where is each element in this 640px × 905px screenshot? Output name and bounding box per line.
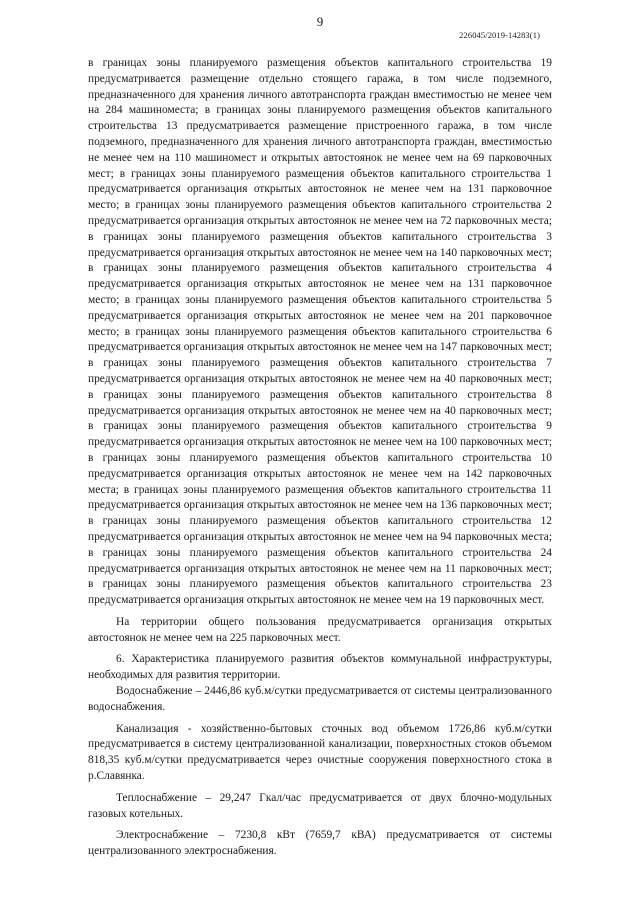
document-id: 226045/2019-14283(1): [459, 30, 540, 40]
document-body: [88, 56, 552, 860]
paragraph-sewerage: Канализация - хозяйственно-бытовых сточных вод объемом 1726,86 куб.м/сутки предусматривается в систему централизованной канализации, поверхностных стоков объемом 818,35 куб.м/сутки предусматривается через очистные сооружения поверхностного стока в р.Славянка.: [88, 722, 552, 783]
paragraph-public-parking: На территории общего пользования предусматривается организация открытых автостоянок не менее чем на 225 парковочных мест.: [88, 615, 552, 644]
paragraph-power-supply: Электроснабжение – 7230,8 кВт (7659,7 кВА) предусматривается от системы централизованного электроснабжения.: [88, 829, 552, 858]
paragraph-water-supply: Водоснабжение – 2446,86 куб.м/сутки предусматривается от системы централизованного водоснабжения.: [88, 685, 552, 713]
page-number: 9: [316, 14, 324, 29]
paragraph-heat-supply: Теплоснабжение – 29,247 Гкал/час предусматривается от двух блочно-модульных газовых котельных.: [88, 791, 552, 820]
section-heading-utilities: 6. Характеристика планируемого развития объектов коммунальной инфраструктуры, необходимых для развития территории.: [88, 653, 552, 682]
paragraph-parking-zones: в границах зоны планируемого размещения объектов капитального строительства 19 предусматривается размещение отдельно стоящего гаража, в том числе подземного, предназначенного для хранения личного автотранспорта граждан вместимостью не менее чем на 284 машиноместа; в границах зоны планируемого размещения объектов капитального строительства 13 предусматривается размещение пристроенного гаража, в том числе подземного, предназначенного для хранения личного автотранспорта граждан, вместимостью не менее чем на 110 машиномест и открытых автостоянок не менее чем на 69 парковочных мест; в границах зоны планируемого размещения объектов капитального строительства 1 предусматривается организация открытых автостоянок не менее чем на 131 парковочное место; в границах зоны планируемого размещения объектов капитального строительства 2 предусматривается организация открытых автостоянок не менее чем на 72 парковочных места; в границах зоны планируемого размещения объектов капитального строительства 3 предусматривается организация открытых автостоянок не менее чем на 140 парковочных мест; в границах зоны планируемого размещения объектов капитального строительства 4 предусматривается организация открытых автостоянок не менее чем на 131 парковочное место; в границах зоны планируемого размещения объектов капитального строительства 5 предусматривается организация открытых автостоянок не менее чем на 201 парковочное место; в границах зоны планируемого размещения объектов капитального строительства 6 предусматривается организация открытых автостоянок не менее чем на 147 парковочных мест; в границах зоны планируемого размещения объектов капитального строительства 7 предусматривается организация открытых автостоянок не менее чем на 40 парковочных мест; в границах зоны планируемого размещения объектов капитального строительства 8 предусматривается организация открытых автостоянок не менее чем на 40 парковочных мест; в границах зоны планируемого размещения объектов капитального строительства 9 предусматривается организация открытых автостоянок не менее чем на 100 парковочных мест; в границах зоны планируемого размещения объектов капитального строительства 10 предусматривается организация открытых автостоянок не менее чем на 142 парковочных места; в границах зоны планируемого размещения объектов капитального строительства 11 предусматривается организация открытых автостоянок не менее чем на 136 парковочных мест; в границах зоны планируемого размещения объектов капитального строительства 12 предусматривается организация открытых автостоянок не менее чем на 94 парковочных места; в границах зоны планируемого размещения объектов капитального строительства 24 предусматривается организация открытых автостоянок не менее чем на 11 парковочных мест; в границах зоны планируемого размещения объектов капитального строительства 23 предусматривается организация открытых автостоянок не менее чем на 19 парковочных мест.: [88, 57, 552, 607]
